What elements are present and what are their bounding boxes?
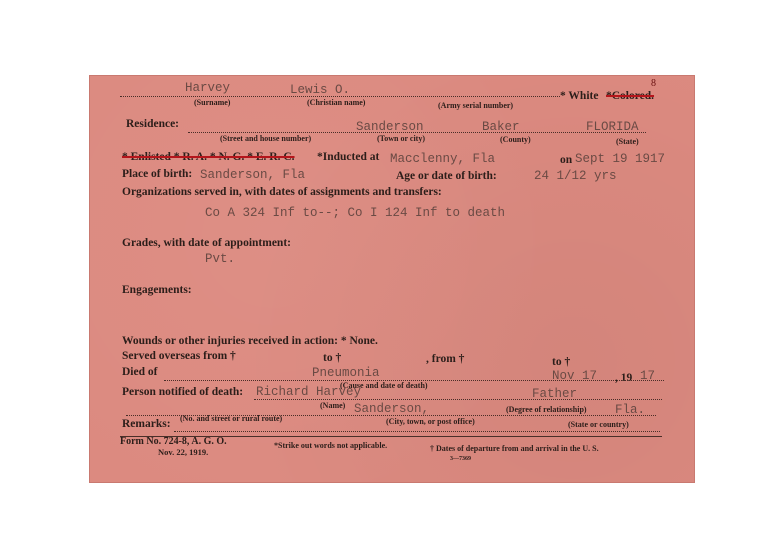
died-label: Died of xyxy=(122,366,158,378)
town-caption: (Town or city) xyxy=(377,134,425,143)
relationship-caption: (Degree of relationship) xyxy=(506,405,587,414)
christian-name-caption: (Christian name) xyxy=(307,98,366,107)
organizations-value: Co A 324 Inf to--; Co I 124 Inf to death xyxy=(205,206,506,220)
grades-label: Grades, with date of appointment: xyxy=(122,237,291,249)
residence-state-value: FLORIDA xyxy=(586,120,639,134)
overseas-label: Served overseas from † xyxy=(122,350,236,362)
surname-value: Harvey xyxy=(185,81,231,95)
organizations-label: Organizations served in, with dates of assignments and transfers: xyxy=(122,186,442,198)
residence-county-value: Baker xyxy=(482,120,520,134)
race-colored-label: *Colored. xyxy=(606,90,655,102)
birth-place-label: Place of birth: xyxy=(122,168,193,180)
corner-mark: 8 xyxy=(651,78,656,89)
overseas-from-label: , from † xyxy=(426,353,465,365)
city-po-caption: (City, town, or post office) xyxy=(386,417,475,426)
rural-caption: (No. and street or rural route) xyxy=(180,414,283,423)
residence-label: Residence: xyxy=(126,118,180,130)
race-white-label: * White xyxy=(560,90,599,102)
engagements-label: Engagements: xyxy=(122,284,192,296)
overseas-return-label: to † xyxy=(552,356,571,368)
cause-caption: (Cause and date of death) xyxy=(340,381,428,390)
remarks-line xyxy=(174,431,660,432)
cause-of-death-value: Pneumonia xyxy=(312,366,380,380)
notified-name-value: Richard Harvey xyxy=(256,385,362,399)
strike-note: *Strike out words not applicable. xyxy=(274,441,388,450)
notified-label: Person notified of death: xyxy=(122,386,244,398)
name-caption: (Name) xyxy=(320,401,346,410)
inducted-label: *Inducted at xyxy=(317,151,380,163)
street-caption: (Street and house number) xyxy=(220,134,312,143)
service-types-label: * Enlisted * R. A. * N. G. * E. R. C. xyxy=(122,151,295,163)
form-number: Form No. 724-8, A. G. O. xyxy=(120,436,227,447)
inducted-date-value: Sept 19 1917 xyxy=(575,152,666,166)
notified-town-value: Sanderson, xyxy=(354,402,430,416)
age-label: Age or date of birth: xyxy=(396,170,497,182)
death-year-prefix: , 19 xyxy=(615,372,633,384)
birth-place-value: Sanderson, Fla xyxy=(200,168,306,182)
state-country-caption: (State or country) xyxy=(568,420,629,429)
christian-name-value: Lewis O. xyxy=(290,83,351,97)
notified-line xyxy=(254,399,662,400)
name-line xyxy=(120,96,560,97)
remarks-label: Remarks: xyxy=(122,418,171,430)
surname-caption: (Surname) xyxy=(194,98,231,107)
inducted-place-value: Macclenny, Fla xyxy=(390,152,496,166)
death-date-value: Nov 17 xyxy=(552,369,598,383)
residence-line xyxy=(188,132,646,133)
form-date: Nov. 22, 1919. xyxy=(158,447,209,457)
on-label: on xyxy=(560,154,573,166)
grades-value: Pvt. xyxy=(205,252,236,266)
notified-state-value: Fla. xyxy=(615,403,646,417)
overseas-to-label: to † xyxy=(323,352,342,364)
print-code: 3—7369 xyxy=(450,456,471,462)
age-value: 24 1/12 yrs xyxy=(534,169,617,183)
service-record-card xyxy=(90,76,694,482)
death-year-value: 17 xyxy=(640,369,656,383)
serial-caption: (Army serial number) xyxy=(438,101,514,110)
county-caption: (County) xyxy=(500,135,531,144)
notified-relationship-value: Father xyxy=(532,387,578,401)
dates-note: † Dates of departure from and arrival in the U. S. xyxy=(430,444,599,453)
state-caption: (State) xyxy=(616,137,639,146)
wounds-label: Wounds or other injuries received in action: * None. xyxy=(122,335,378,347)
residence-town-value: Sanderson xyxy=(356,120,424,134)
